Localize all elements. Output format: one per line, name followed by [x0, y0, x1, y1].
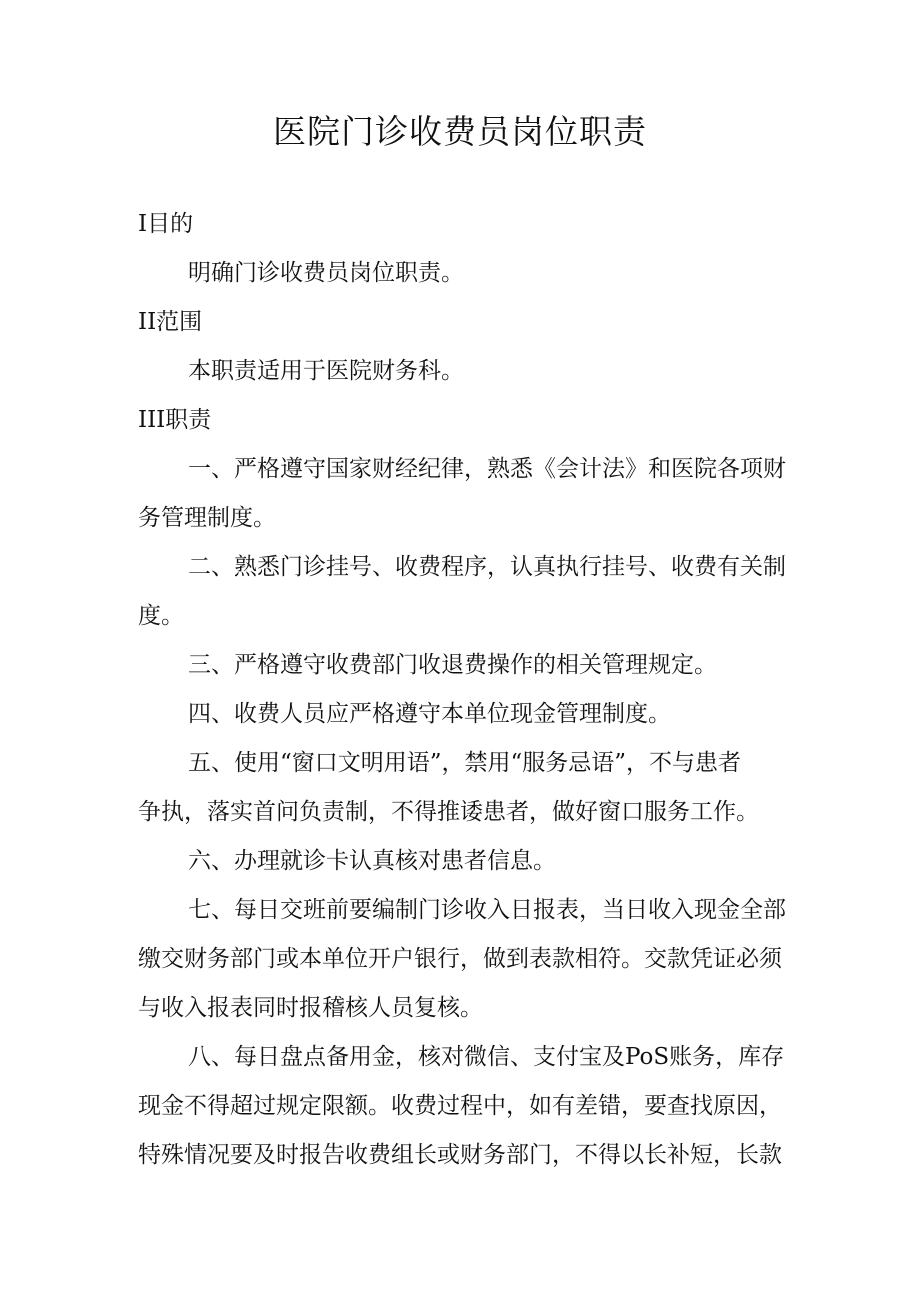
duty-item-5-line-1: 五、使用“窗口文明用语”，禁用“服务忌语”，不与患者 [188, 750, 742, 776]
duty-item-7-line-3: 与收入报表同时报稽核人员复核。 [138, 995, 483, 1021]
duty-item-7-line-2: 缴交财务部门或本单位开户银行，做到表款相符。交款凭证必须 [138, 946, 782, 972]
section-heading-scope: II范围 [138, 309, 203, 335]
duty-item-5-line-2: 争执，落实首问负责制，不得推诿患者，做好窗口服务工作。 [138, 799, 759, 825]
duty-item-1-line-2: 务管理制度。 [138, 505, 276, 531]
duty-item-4-line-1: 四、收费人员应严格遵守本单位现金管理制度。 [188, 701, 671, 727]
duty-item-6-line-1: 六、办理就诊卡认真核对患者信息。 [188, 848, 556, 874]
duty-item-8-line-2: 现金不得超过规定限额。收费过程中，如有差错，要查找原因， [138, 1093, 782, 1119]
duty-item-8-line-3: 特殊情况要及时报告收费组长或财务部门，不得以长补短，长款 [138, 1142, 782, 1168]
duty-item-3-line-1: 三、严格遵守收费部门收退费操作的相关管理规定。 [188, 652, 717, 678]
section-text-purpose: 明确门诊收费员岗位职责。 [188, 260, 464, 286]
document-title: 医院门诊收费员岗位职责 [273, 112, 647, 151]
section-heading-duties: III职责 [138, 407, 212, 433]
duty-item-1-line-1: 一、严格遵守国家财经纪律，熟悉《会计法》和医院各项财 [188, 456, 786, 482]
section-text-scope: 本职责适用于医院财务科。 [188, 358, 464, 384]
duty-item-2-line-2: 度。 [138, 603, 184, 629]
duty-item-8-line-1: 八、每日盘点备用金，核对微信、支付宝及PoS账务，库存 [188, 1044, 785, 1070]
duty-item-7-line-1: 七、每日交班前要编制门诊收入日报表，当日收入现金全部 [188, 897, 786, 923]
duty-item-2-line-1: 二、熟悉门诊挂号、收费程序，认真执行挂号、收费有关制 [188, 554, 786, 580]
section-heading-purpose: I目的 [138, 211, 194, 237]
